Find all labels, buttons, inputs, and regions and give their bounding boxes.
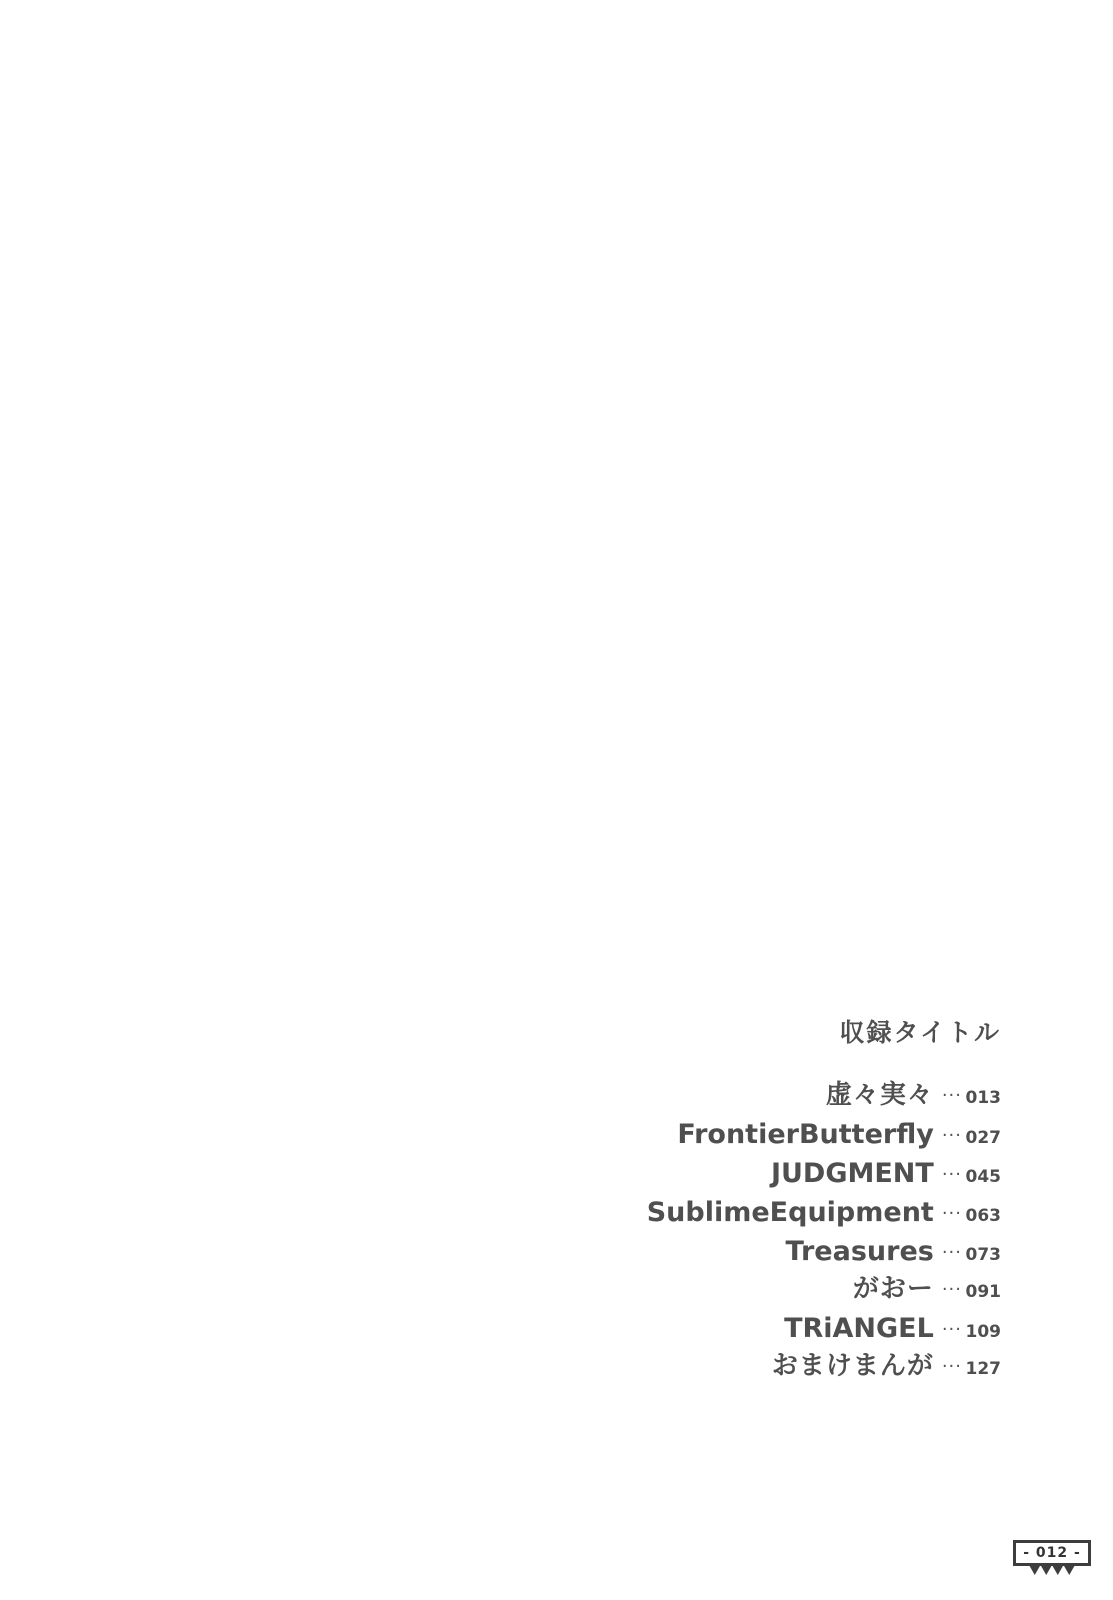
toc-leader-dots: ··· — [941, 1279, 962, 1301]
toc-leader-dots: ··· — [941, 1202, 962, 1224]
toc-entry-title: SublimeEquipment — [646, 1196, 934, 1228]
toc-entry-page: 027 — [965, 1127, 1001, 1148]
toc-leader-dots: ··· — [941, 1356, 962, 1378]
toc-leader-dots: ··· — [941, 1124, 962, 1146]
list-item[interactable] — [481, 1275, 1001, 1305]
toc-entry-title: がおー — [852, 1274, 934, 1305]
zigzag-decoration-icon — [1029, 1565, 1075, 1576]
list-item[interactable] — [481, 1236, 1001, 1267]
toc-entry-page: 073 — [965, 1245, 1001, 1266]
page-number-label: - 012 - — [1023, 1545, 1081, 1561]
page-number-box — [1013, 1540, 1091, 1566]
toc-entry-page: 091 — [965, 1282, 1001, 1303]
toc-heading: 収録タイトル — [839, 1018, 1001, 1047]
toc-entry-title: 虚々実々 — [825, 1080, 934, 1110]
toc-list — [481, 1081, 1001, 1382]
list-item[interactable] — [481, 1352, 1001, 1382]
list-item[interactable] — [481, 1197, 1001, 1228]
page-number-badge — [1013, 1540, 1091, 1580]
list-item[interactable] — [481, 1081, 1001, 1111]
toc-entry-page: 045 — [965, 1166, 1001, 1187]
list-item[interactable] — [481, 1313, 1001, 1344]
toc-leader-dots: ··· — [941, 1163, 962, 1185]
list-item[interactable] — [481, 1119, 1001, 1150]
toc-entry-page: 013 — [965, 1088, 1001, 1108]
toc-entry-page: 127 — [965, 1359, 1001, 1380]
toc-entry-title: TRiANGEL — [784, 1312, 934, 1344]
toc-entry-title: FrontierButterfly — [677, 1118, 934, 1150]
toc-entry-page: 109 — [965, 1321, 1001, 1342]
table-of-contents — [481, 1020, 1001, 1390]
toc-entry-page: 063 — [965, 1205, 1001, 1226]
toc-leader-dots: ··· — [941, 1085, 962, 1106]
toc-leader-dots: ··· — [941, 1242, 962, 1264]
toc-entry-title: おまけまんが — [771, 1351, 934, 1382]
list-item[interactable] — [481, 1158, 1001, 1189]
toc-leader-dots: ··· — [941, 1318, 962, 1340]
toc-entry-title: Treasures — [785, 1236, 934, 1268]
toc-entry-title: JUDGMENT — [770, 1157, 934, 1189]
